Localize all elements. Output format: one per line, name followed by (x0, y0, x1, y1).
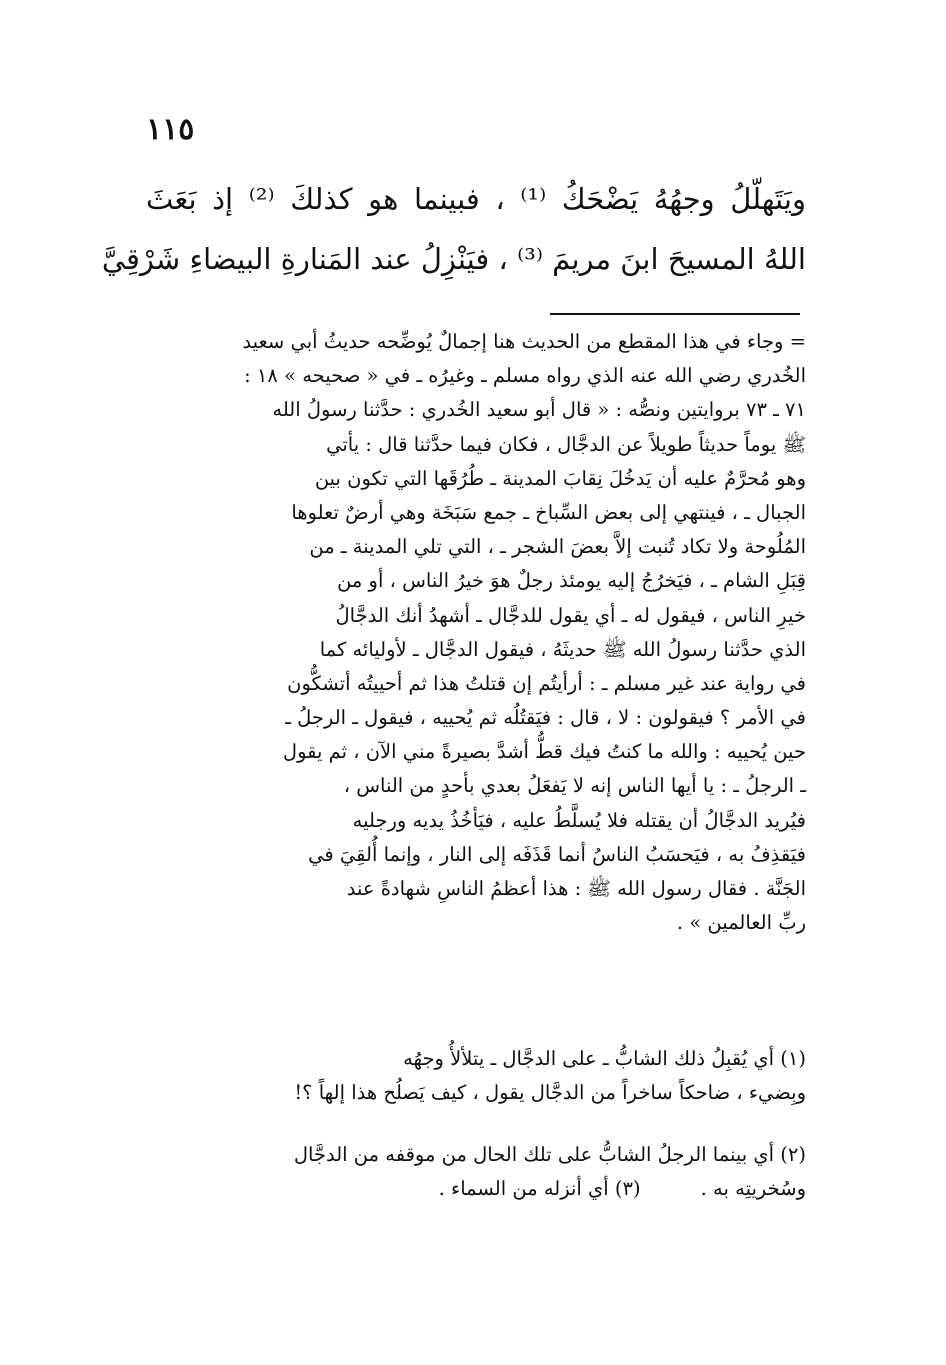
footnote-line: (٢) أي بينما الرجلُ الشابُّ على تلك الحال من موقفه من الدجَّال (293, 1143, 806, 1166)
main-text (101, 170, 806, 290)
footnote-line: وبِضيء ، ضاحكاً ساخراً من الدجَّال يقول ، كيف يَصلُح هذا إلهاً ؟! (294, 1081, 806, 1105)
footnote-line: ربِّ العالمين » . (676, 911, 806, 935)
footnote-line: في الأمر ؟ فيقولون : لا ، قال : فيَقتُلُه ثم يُحييه ، فيقول ـ الرجلُ ـ (285, 706, 806, 730)
footnote-line: وهو مُحرَّمٌ عليه أن يَدخُلَ نِقابَ المدينة ـ طُرُقَها التي تكون بين (314, 466, 806, 490)
footnote-2 (146, 1138, 806, 1206)
footnote-line: خيرِ الناس ، فيقول له ـ أي يقول للدجَّال ـ أشهدُ أنك الدجَّالُ (335, 603, 806, 627)
footnote-line: فيُريد الدجَّالُ أن يقتله فلا يُسلَّطُ عليه ، فيَأخُذُ يديه ورجليه (352, 808, 806, 832)
footnote-line: الجَنَّة . فقال رسول الله ﷺ : هذا أعظمُ الناسِ شهادةً عند (346, 877, 806, 900)
footnote-line: الجبال ـ ، فينتهي إلى بعض السِّباخ ـ جمع سَبَخَة وهي أرضٌ تعلوها (291, 500, 806, 524)
footnote-line: (١) أي يُقبِلُ ذلك الشابُّ ـ على الدجَّال ـ يتلألأُ وجهُه (403, 1047, 806, 1070)
footnote-2-end: وسُخريتِه به . (700, 1177, 806, 1201)
footnote-line: حين يُحييه : والله ما كنتُ فيك قطُّ أشدَّ بصيرةً مني الآن ، ثم يقول (282, 740, 806, 764)
footnote-line: فيَقذِفُ به ، فيَحسَبُ الناسُ أنما قَذَفَه إلى النار ، وإنما أُلقِيَ في (308, 842, 806, 866)
footnote-line: المُلُوحة ولا تكاد تُنبت إلاَّ بعضَ الشجر ـ ، التي تلي المدينة ـ من (309, 535, 806, 559)
main-text-line: اللهُ المسيحَ ابنَ مريمَ ⁽³⁾ ، فيَنْزِلُ عند المَنارةِ البيضاءِ شَرْقِيَّ (101, 242, 806, 276)
footnote-1 (146, 1042, 806, 1110)
footnote-line: ـ الرجلُ ـ : يا أيها الناس إنه لا يَفعَلُ بعدي بأحدٍ من الناس ، (343, 774, 806, 798)
footnote-continuation (146, 325, 806, 940)
footnote-line: الخُدري رضي الله عنه الذي رواه مسلم ـ وغيرُه ـ في « صحيحه » ١٨ : (244, 364, 806, 388)
main-text-line: ويَتَهلّلُ وجهُهُ يَضْحَكُ ⁽¹⁾ ، فبينما هو كذلكَ ⁽²⁾ إذ بَعَثَ (146, 182, 806, 216)
footnote-line: في رواية عند غير مسلم ـ : أرأيتُم إن قتلتُ هذا ثم أحييتُه أتشكُّون (287, 671, 806, 695)
footnote-separator (550, 313, 800, 315)
footnote-line: الذي حدَّثنا رسولُ الله ﷺ حديثَهُ ، فيقول الدجَّال ـ لأوليائه كما (319, 637, 806, 661)
footnote-line: ﷺ يوماً حديثاً طويلاً عن الدجَّال ، فكان فيما حدَّثنا قال : يأتي (326, 432, 806, 456)
page-number: ١١٥ (146, 112, 195, 147)
footnote-line: ٧١ ـ ٧٣ بروايتين ونصُّه : « قال أبو سعيد الخُدري : حدَّثنا رسولُ الله (272, 398, 806, 422)
footnote-line: قِبَلِ الشام ـ ، فيَخرُجُ إليه يومئذ رجلٌ هوَ خيرُ الناس ، أو من (337, 569, 806, 593)
footnote-line: = وجاء في هذا المقطع من الحديث هنا إجمالٌ يُوضِّحه حديثُ أبي سعيد (242, 330, 806, 353)
footnote-3: (٣) أي أنزله من السماء . (438, 1177, 641, 1201)
footnote-last-line (146, 1172, 806, 1206)
